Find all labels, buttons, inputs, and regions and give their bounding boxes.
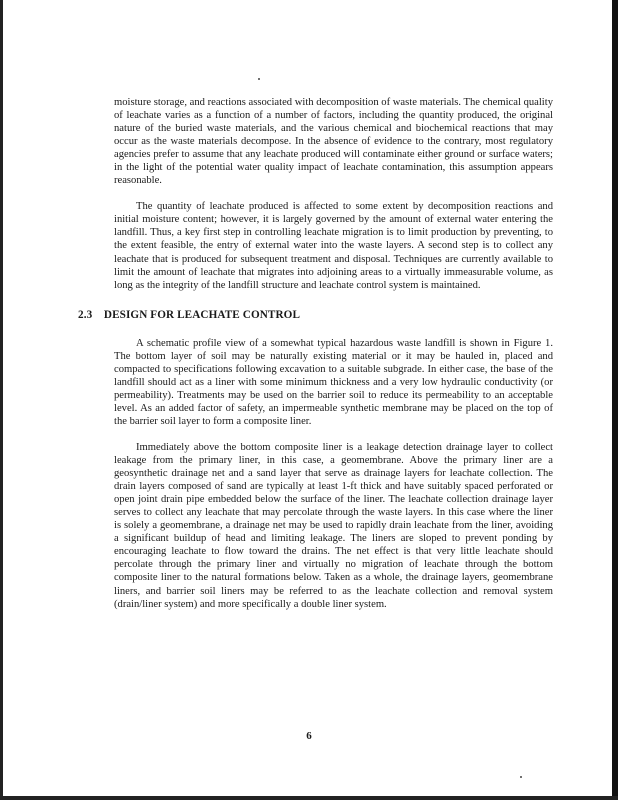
section-number: 2.3	[78, 308, 93, 321]
paragraph-landfill-profile: A schematic profile view of a somewhat typical hazardous waste landfill is shown in Figure 1. The bottom layer of soil may be naturally existing material or it may be hauled in, placed and compacted to specifications following excavation to a suitable subgrade. In either case, the base of the landfill should act as a liner with some minimum thickness and a very low hydraulic conductivity (or permeability). Treatments may be used on the barrier soil to reduce its permeability to an acceptable level. As an added factor of safety, an impermeable synthetic membrane may be placed on the top of the barrier soil layer to form a composite liner.	[114, 337, 553, 427]
paragraph-liner-system: Immediately above the bottom composite liner is a leakage detection drainage layer to collect leakage from the primary liner, in this case, a geomembrane. Above the primary liner are a geosynthetic drainage net and a sand layer that serve as drainage layers for leachate collection. The drain layers composed of sand are typically at least 1-ft thick and have suitably spaced perforated or open joint drain pipe embedded below the surface of the liner. The leachate collection drainage layer serves to collect any leachate that may percolate through the waste layers. In this case where the liner is solely a geomembrane, a drainage net may be used to rapidly drain leachate from the liner, avoiding a significant buildup of head and limiting leakage. The liners are sloped to prevent ponding by encouraging leachate to flow toward the drains. The net effect is that very little leachate should percolate through the primary liner and virtually no migration of leachate through the bottom composite liner to the natural formations below. Taken as a whole, the drainage layers, geomembrane liners, and barrier soil liners may be referred to as the leachate collection and removal system (drain/liner system) and more specifically a double liner system.	[114, 441, 553, 610]
scan-border-left	[0, 0, 3, 800]
page-number: 6	[306, 730, 312, 742]
paragraph-leachate-quantity: The quantity of leachate produced is affected to some extent by decomposition reactions and initial moisture content; however, it is largely governed by the amount of external water entering the landfill. Thus, a key first step in controlling leachate migration is to limit production by preventing, to the extent feasible, the entry of external water into the waste layers. A second step is to collect any leachate that is produced for subsequent treatment and disposal. Techniques are currently available to limit the amount of leachate that migrates into adjoining areas to a virtually immeasurable volume, as long as the integrity of the landfill structure and leachate control system is maintained.	[114, 201, 553, 291]
section-title: DESIGN FOR LEACHATE CONTROL	[103, 308, 301, 321]
page-body	[78, 96, 553, 611]
scan-speck	[520, 776, 522, 778]
scan-speck	[258, 78, 260, 80]
section-heading	[78, 309, 553, 323]
paragraph-continued: moisture storage, and reactions associated with decomposition of waste materials. The chemical quality of leachate varies as a function of a number of factors, including the quantity produced, the original nature of the buried waste materials, and the various chemical and biochemical reactions that may occur as the waste materials decompose. In the absence of evidence to the contrary, most regulatory agencies prefer to assume that any leachate produced will contaminate either ground or surface waters; in the light of the potential water quality impact of leachate contamination, this assumption appears reasonable.	[114, 97, 553, 187]
scan-border-bottom	[0, 796, 618, 800]
scan-border-right	[612, 0, 618, 800]
